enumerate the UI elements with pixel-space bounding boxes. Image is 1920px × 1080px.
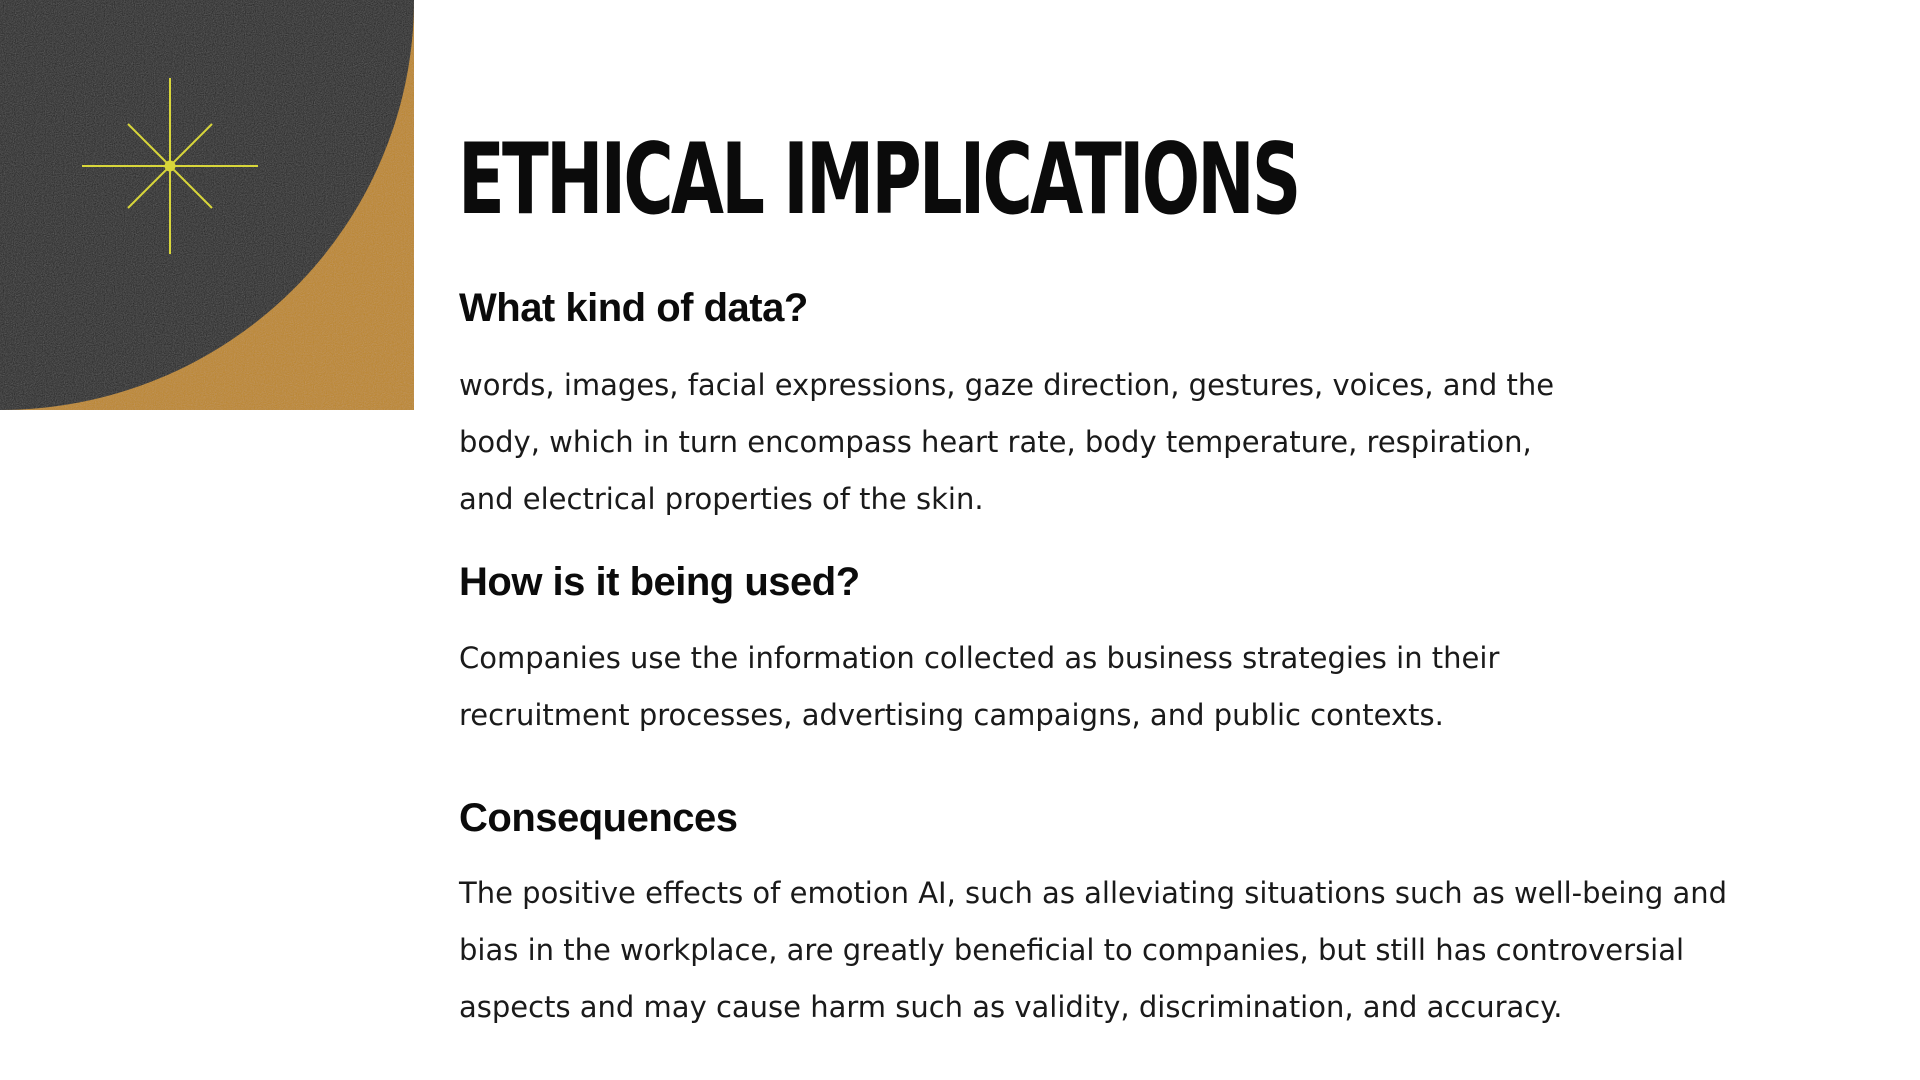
section-body-usage: [459, 630, 1499, 744]
section-heading-data-kind: What kind of data?: [459, 286, 808, 330]
body-line: body, which in turn encompass heart rate, body temperature, respiration,: [459, 425, 1532, 459]
body-line: recruitment processes, advertising campaigns, and public contexts.: [459, 698, 1444, 732]
body-line: and electrical properties of the skin.: [459, 482, 984, 516]
body-line: Companies use the information collected as business strategies in their: [459, 641, 1500, 675]
body-line: words, images, facial expressions, gaze direction, gestures, voices, and the: [459, 368, 1555, 402]
body-line: bias in the workplace, are greatly beneficial to companies, but still has controversial: [459, 933, 1685, 967]
section-body-data-kind: [459, 357, 1554, 528]
section-body-consequences: [459, 865, 1727, 1036]
decorative-corner-graphic: [0, 0, 414, 410]
body-line: aspects and may cause harm such as validity, discrimination, and accuracy.: [459, 990, 1563, 1024]
section-heading-usage: How is it being used?: [459, 560, 860, 604]
body-line: The positive effects of emotion AI, such as alleviating situations such as well-being and: [459, 876, 1728, 910]
slide-title: ETHICAL IMPLICATIONS: [458, 123, 1299, 237]
section-heading-consequences: Consequences: [459, 796, 738, 840]
